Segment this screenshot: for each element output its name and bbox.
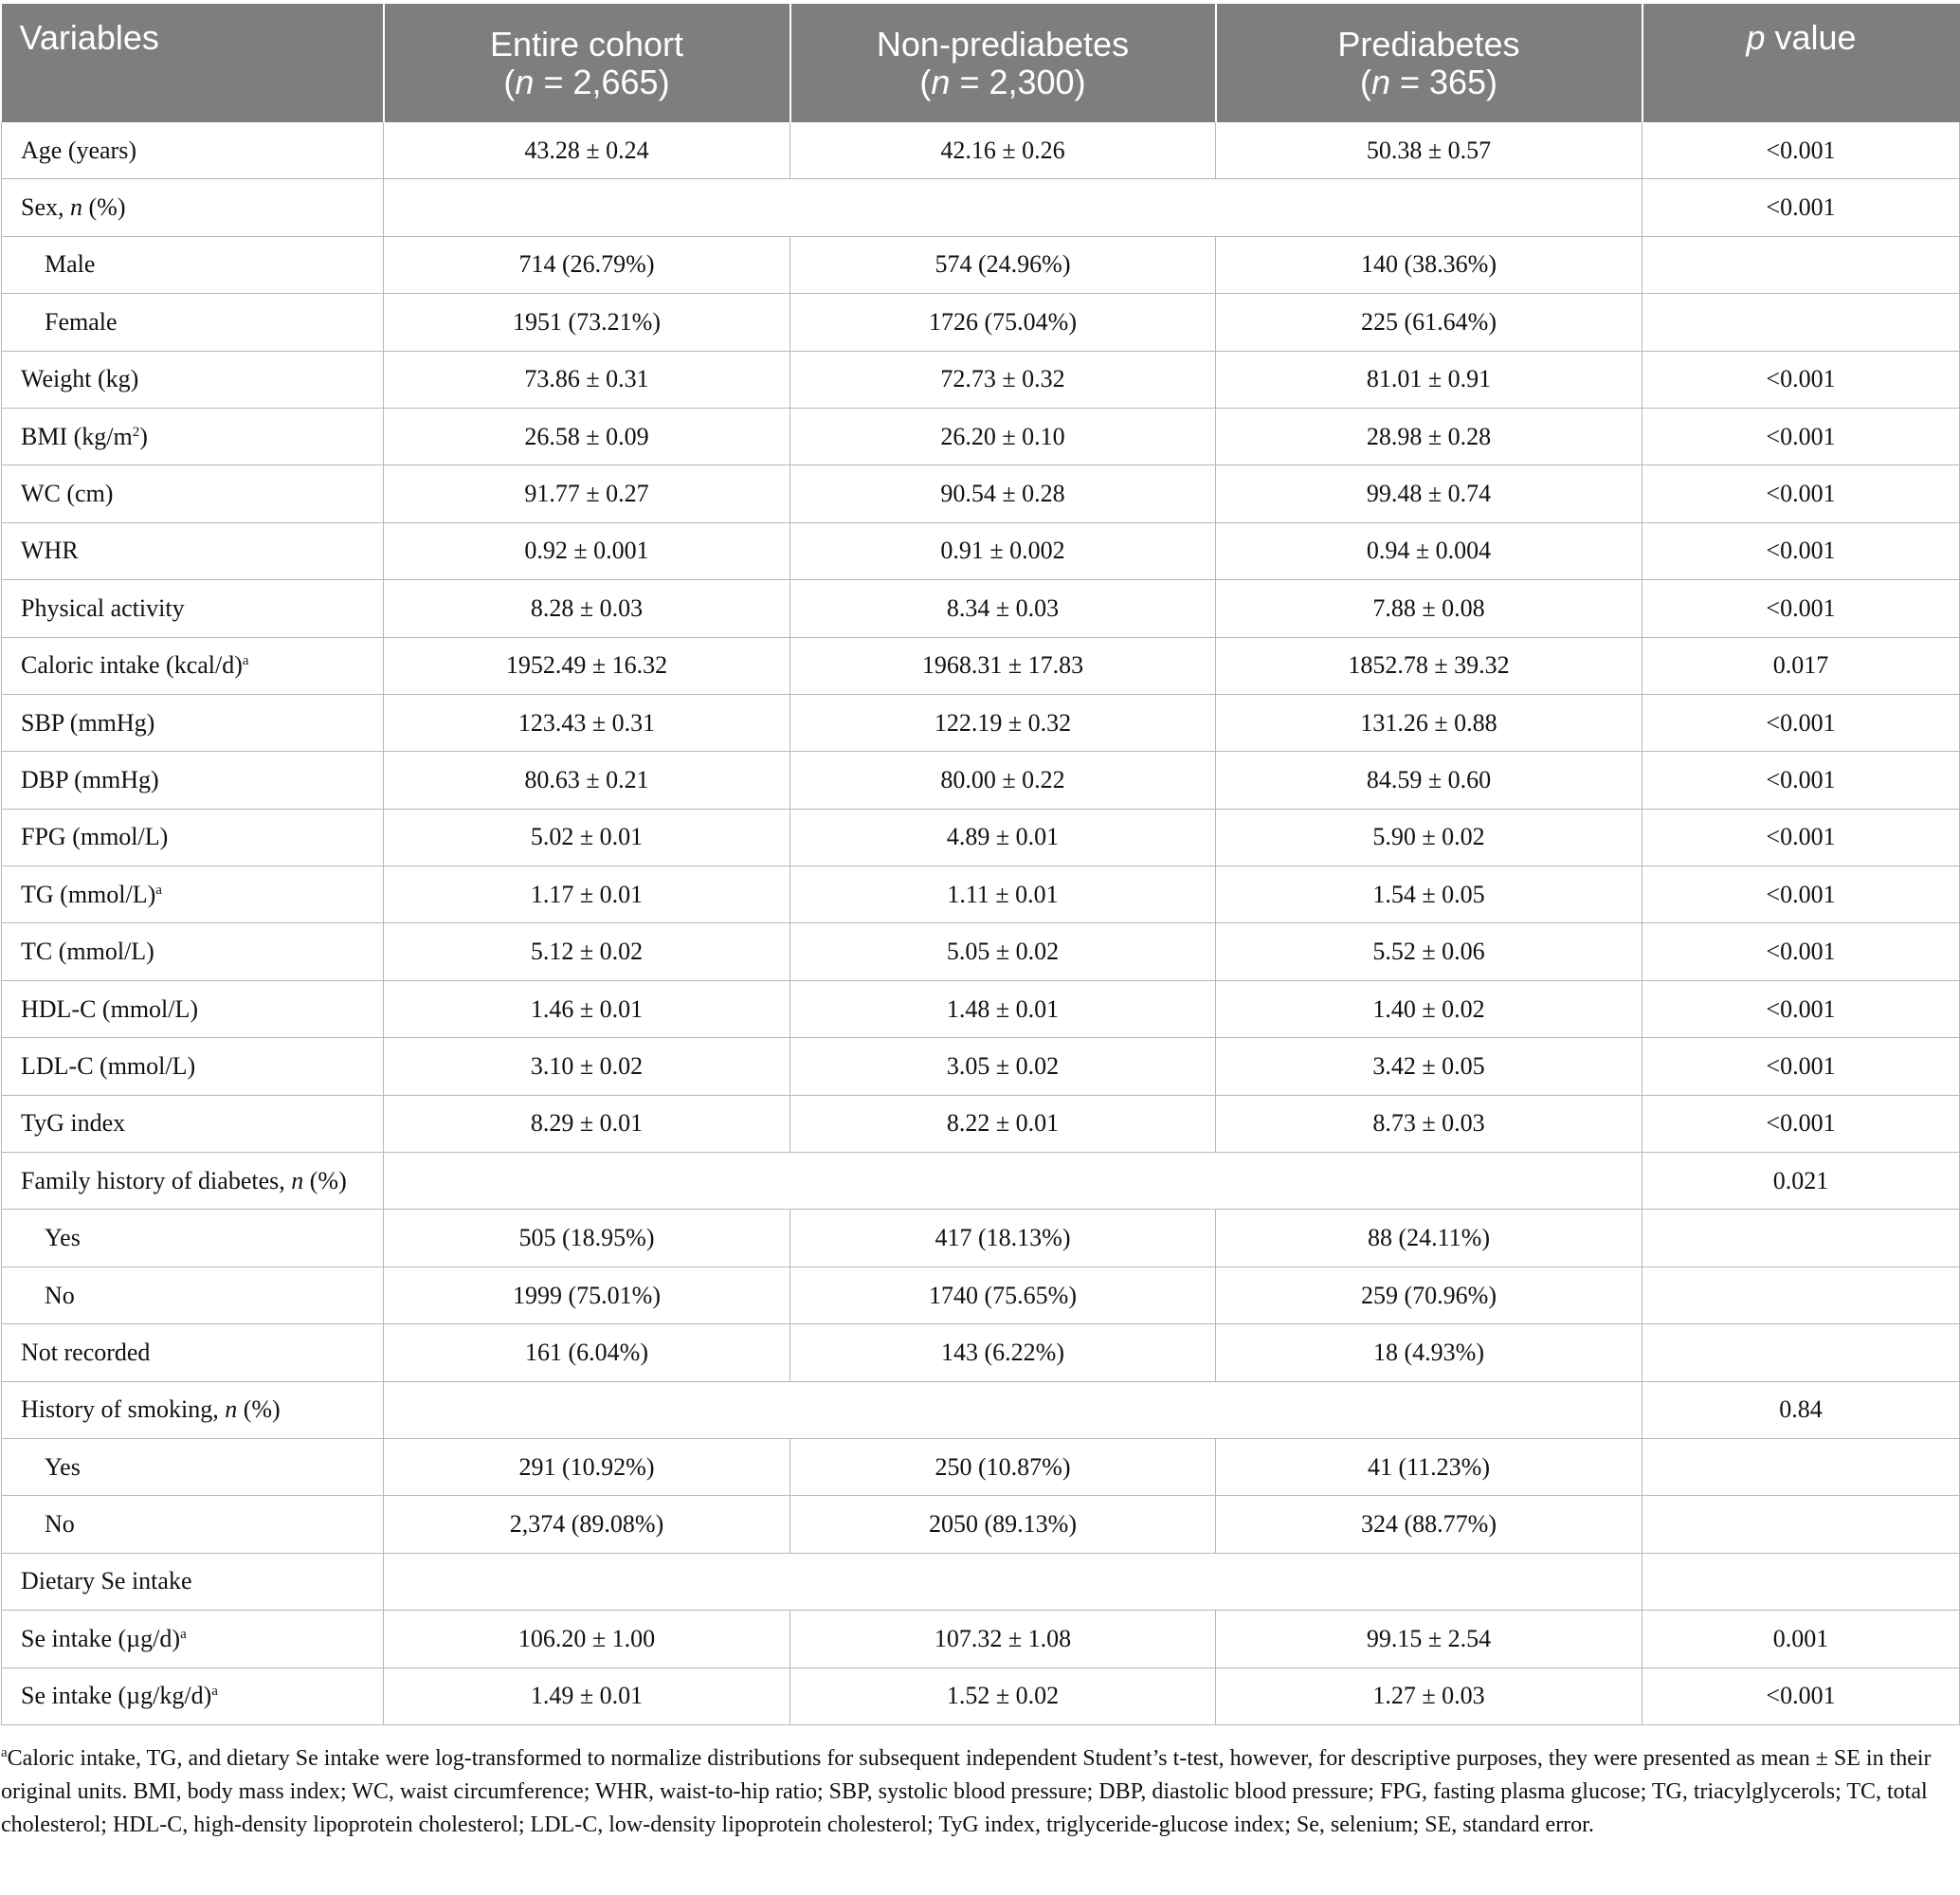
- row-label: [2, 980, 384, 1037]
- n-value: = 2,665): [534, 62, 670, 101]
- cell-entire-cohort: 1999 (75.01%): [384, 1266, 790, 1323]
- n-symbol: n: [931, 62, 951, 101]
- cell-p-value: [1642, 1324, 1960, 1381]
- row-label: [2, 1153, 384, 1210]
- cell-entire-cohort: 714 (26.79%): [384, 236, 790, 293]
- cell-prediabetes: 0.94 ± 0.004: [1216, 522, 1642, 579]
- table-row: [2, 408, 1960, 465]
- header-prediabetes: [1216, 4, 1642, 122]
- cell-prediabetes: 50.38 ± 0.57: [1216, 122, 1642, 179]
- table-row: [2, 1667, 1960, 1724]
- cell-prediabetes: 1852.78 ± 39.32: [1216, 637, 1642, 694]
- cell-prediabetes: 8.73 ± 0.03: [1216, 1095, 1642, 1152]
- table-row: [2, 1381, 1960, 1438]
- row-label-text: No: [45, 1281, 75, 1309]
- table-row: [2, 752, 1960, 809]
- cell-non-prediabetes: 4.89 ± 0.01: [790, 809, 1216, 866]
- row-label-text: Male: [45, 250, 96, 279]
- cell-p-value: <0.001: [1642, 1095, 1960, 1152]
- cell-entire-cohort: 291 (10.92%): [384, 1438, 790, 1495]
- cell-non-prediabetes: 80.00 ± 0.22: [790, 752, 1216, 809]
- table-row: [2, 1153, 1960, 1210]
- row-label-superscript: a: [211, 1684, 218, 1700]
- row-label-text: Dietary Se intake: [21, 1567, 192, 1595]
- cell-p-value: <0.001: [1642, 980, 1960, 1037]
- row-label: [2, 236, 384, 293]
- cell-prediabetes: 5.52 ± 0.06: [1216, 923, 1642, 980]
- table-row: [2, 1324, 1960, 1381]
- row-label: [2, 752, 384, 809]
- header-variables: [2, 4, 384, 122]
- cell-non-prediabetes: 8.34 ± 0.03: [790, 580, 1216, 637]
- row-label-text: DBP (mmHg): [21, 765, 159, 793]
- cell-entire-cohort: 43.28 ± 0.24: [384, 122, 790, 179]
- row-label-italic: n: [70, 193, 82, 222]
- row-label: [2, 637, 384, 694]
- row-label: [2, 179, 384, 236]
- header-row: [2, 4, 1960, 122]
- row-label-text: Female: [45, 307, 118, 336]
- cell-entire-cohort: 1951 (73.21%): [384, 294, 790, 351]
- cell-entire-cohort: 26.58 ± 0.09: [384, 408, 790, 465]
- row-label: [2, 1496, 384, 1553]
- cell-group-span: [384, 1153, 1642, 1210]
- cell-p-value: <0.001: [1642, 522, 1960, 579]
- header-prediabetes-n: (n = 365): [1359, 62, 1498, 101]
- row-label-text: Yes: [45, 1224, 81, 1252]
- footnote-text: Caloric intake, TG, and dietary Se intake were log-transformed to normalize distributions for subsequent independent Student’s t-test, however, for descriptive purposes, they were presented as mean ± SE in their original units. BMI, body mass index; WC, waist circumference; WHR, waist-to-hip ratio; SBP, systolic blood pressure; DBP, diastolic blood pressure; FPG, fasting plasma glucose; TG, triacylglycerols; TC, total cholesterol; HDL-C, high-density lipoprotein cholesterol; LDL-C, low-density lipoprotein cholesterol; TyG index, triglyceride-glucose index; Se, selenium; SE, standard error.: [1, 1746, 1932, 1837]
- row-label: [2, 522, 384, 579]
- cell-p-value: <0.001: [1642, 866, 1960, 923]
- row-label-superscript: a: [180, 1626, 187, 1642]
- row-label: [2, 122, 384, 179]
- cell-non-prediabetes: 107.32 ± 1.08: [790, 1611, 1216, 1667]
- cell-entire-cohort: 1.49 ± 0.01: [384, 1667, 790, 1724]
- row-label-text: FPG (mmol/L): [21, 823, 169, 851]
- row-label-text: TyG index: [21, 1109, 126, 1138]
- row-label-tail: ): [139, 422, 148, 450]
- cell-p-value: [1642, 294, 1960, 351]
- row-label-text: LDL-C (mmol/L): [21, 1051, 196, 1080]
- cell-p-value: 0.021: [1642, 1153, 1960, 1210]
- row-label: [2, 1553, 384, 1610]
- cell-entire-cohort: 161 (6.04%): [384, 1324, 790, 1381]
- cell-non-prediabetes: 122.19 ± 0.32: [790, 694, 1216, 751]
- table-row: [2, 1438, 1960, 1495]
- cell-entire-cohort: 5.02 ± 0.01: [384, 809, 790, 866]
- row-label-text: Weight (kg): [21, 365, 139, 393]
- row-label-superscript: 2: [132, 424, 140, 440]
- cell-prediabetes: 3.42 ± 0.05: [1216, 1038, 1642, 1095]
- n-value: = 365): [1389, 62, 1498, 101]
- table-row: [2, 580, 1960, 637]
- row-label-text: Yes: [45, 1452, 81, 1481]
- cell-prediabetes: 324 (88.77%): [1216, 1496, 1642, 1553]
- cell-prediabetes: 88 (24.11%): [1216, 1210, 1642, 1266]
- table-row: [2, 122, 1960, 179]
- row-label-text: Family history of diabetes,: [21, 1166, 292, 1194]
- row-label-text: HDL-C (mmol/L): [21, 994, 199, 1023]
- cell-non-prediabetes: 250 (10.87%): [790, 1438, 1216, 1495]
- cell-entire-cohort: 73.86 ± 0.31: [384, 351, 790, 408]
- cell-non-prediabetes: 2050 (89.13%): [790, 1496, 1216, 1553]
- cell-entire-cohort: 80.63 ± 0.21: [384, 752, 790, 809]
- n-value: = 2,300): [950, 62, 1086, 101]
- cell-non-prediabetes: 1.11 ± 0.01: [790, 866, 1216, 923]
- cell-non-prediabetes: 0.91 ± 0.002: [790, 522, 1216, 579]
- row-label: [2, 923, 384, 980]
- row-label: [2, 408, 384, 465]
- cell-group-span: [384, 1553, 1642, 1610]
- table-row: [2, 1611, 1960, 1667]
- baseline-characteristics-table: [1, 4, 1960, 1725]
- table-row: [2, 522, 1960, 579]
- table-row: [2, 236, 1960, 293]
- row-label: [2, 465, 384, 522]
- cell-p-value: 0.017: [1642, 637, 1960, 694]
- header-p-value: [1642, 4, 1960, 122]
- cell-p-value: <0.001: [1642, 752, 1960, 809]
- cell-prediabetes: 131.26 ± 0.88: [1216, 694, 1642, 751]
- cell-p-value: 0.84: [1642, 1381, 1960, 1438]
- row-label-tail: (%): [82, 193, 126, 222]
- cell-prediabetes: 259 (70.96%): [1216, 1266, 1642, 1323]
- cell-group-span: [384, 1381, 1642, 1438]
- cell-p-value: <0.001: [1642, 1667, 1960, 1724]
- row-label-text: SBP (mmHg): [21, 708, 155, 737]
- cell-entire-cohort: 1952.49 ± 16.32: [384, 637, 790, 694]
- row-label: [2, 294, 384, 351]
- row-label: [2, 866, 384, 923]
- cell-p-value: <0.001: [1642, 580, 1960, 637]
- row-label: [2, 1266, 384, 1323]
- cell-entire-cohort: 5.12 ± 0.02: [384, 923, 790, 980]
- cell-p-value: <0.001: [1642, 694, 1960, 751]
- row-label: [2, 580, 384, 637]
- row-label-tail: (%): [303, 1166, 347, 1194]
- cell-p-value: [1642, 1553, 1960, 1610]
- row-label-text: BMI (kg/m: [21, 422, 133, 450]
- table-row: [2, 1553, 1960, 1610]
- row-label: [2, 809, 384, 866]
- table-row: [2, 351, 1960, 408]
- row-label: [2, 1324, 384, 1381]
- cell-prediabetes: 1.40 ± 0.02: [1216, 980, 1642, 1037]
- cell-entire-cohort: 8.28 ± 0.03: [384, 580, 790, 637]
- cell-p-value: <0.001: [1642, 179, 1960, 236]
- cell-prediabetes: 1.54 ± 0.05: [1216, 866, 1642, 923]
- row-label-italic: n: [291, 1166, 304, 1194]
- row-label-text: TG (mmol/L): [21, 880, 156, 908]
- footnote-marker: a: [1, 1745, 8, 1760]
- cell-entire-cohort: 2,374 (89.08%): [384, 1496, 790, 1553]
- cell-non-prediabetes: 1968.31 ± 17.83: [790, 637, 1216, 694]
- cell-non-prediabetes: 417 (18.13%): [790, 1210, 1216, 1266]
- cell-prediabetes: 18 (4.93%): [1216, 1324, 1642, 1381]
- cell-p-value: 0.001: [1642, 1611, 1960, 1667]
- cell-entire-cohort: 8.29 ± 0.01: [384, 1095, 790, 1152]
- cell-non-prediabetes: 1726 (75.04%): [790, 294, 1216, 351]
- cell-p-value: [1642, 1210, 1960, 1266]
- table-row: [2, 694, 1960, 751]
- table-footnote: [1, 1742, 1944, 1842]
- row-label-superscript: a: [155, 882, 162, 898]
- table-body: [2, 122, 1960, 1724]
- row-label-superscript: a: [242, 653, 249, 669]
- table-row: [2, 1496, 1960, 1553]
- cell-prediabetes: 28.98 ± 0.28: [1216, 408, 1642, 465]
- row-label: [2, 1611, 384, 1667]
- p-symbol: p: [1746, 18, 1766, 57]
- p-value-label: value: [1765, 18, 1857, 57]
- header-variables-label: Variables: [19, 18, 159, 57]
- row-label: [2, 1038, 384, 1095]
- table-row: [2, 980, 1960, 1037]
- cell-non-prediabetes: 42.16 ± 0.26: [790, 122, 1216, 179]
- cell-non-prediabetes: 26.20 ± 0.10: [790, 408, 1216, 465]
- row-label-text: Not recorded: [21, 1338, 151, 1366]
- row-label-text: No: [45, 1510, 75, 1539]
- cell-entire-cohort: 505 (18.95%): [384, 1210, 790, 1266]
- row-label-text: Sex,: [21, 193, 70, 222]
- cell-entire-cohort: 106.20 ± 1.00: [384, 1611, 790, 1667]
- cell-prediabetes: 99.48 ± 0.74: [1216, 465, 1642, 522]
- cell-prediabetes: 99.15 ± 2.54: [1216, 1611, 1642, 1667]
- row-label-text: Se intake (µg/kg/d): [21, 1682, 212, 1710]
- n-symbol: n: [1370, 62, 1390, 101]
- header-entire-cohort: [384, 4, 790, 122]
- cell-non-prediabetes: 3.05 ± 0.02: [790, 1038, 1216, 1095]
- cell-p-value: [1642, 236, 1960, 293]
- table-row: [2, 1266, 1960, 1323]
- cell-entire-cohort: 1.46 ± 0.01: [384, 980, 790, 1037]
- cell-p-value: <0.001: [1642, 351, 1960, 408]
- row-label: [2, 1438, 384, 1495]
- table-row: [2, 637, 1960, 694]
- row-label-text: Caloric intake (kcal/d): [21, 651, 243, 680]
- cell-prediabetes: 1.27 ± 0.03: [1216, 1667, 1642, 1724]
- cell-non-prediabetes: 143 (6.22%): [790, 1324, 1216, 1381]
- cell-prediabetes: 7.88 ± 0.08: [1216, 580, 1642, 637]
- cell-prediabetes: 5.90 ± 0.02: [1216, 809, 1642, 866]
- header-prediabetes-label: Prediabetes: [1337, 24, 1520, 64]
- cell-prediabetes: 84.59 ± 0.60: [1216, 752, 1642, 809]
- row-label: [2, 1667, 384, 1724]
- table-row: [2, 1038, 1960, 1095]
- table-row: [2, 1095, 1960, 1152]
- row-label-text: Physical activity: [21, 593, 185, 622]
- cell-p-value: <0.001: [1642, 923, 1960, 980]
- row-label-text: TC (mmol/L): [21, 938, 154, 966]
- cell-non-prediabetes: 574 (24.96%): [790, 236, 1216, 293]
- cell-entire-cohort: 123.43 ± 0.31: [384, 694, 790, 751]
- cell-non-prediabetes: 90.54 ± 0.28: [790, 465, 1216, 522]
- cell-non-prediabetes: 1.48 ± 0.01: [790, 980, 1216, 1037]
- row-label: [2, 1381, 384, 1438]
- cell-non-prediabetes: 1740 (75.65%): [790, 1266, 1216, 1323]
- header-non-prediabetes-label: Non-prediabetes: [876, 24, 1130, 64]
- row-label-tail: (%): [237, 1395, 281, 1424]
- table-row: [2, 809, 1960, 866]
- row-label-text: Se intake (µg/d): [21, 1624, 181, 1652]
- cell-p-value: <0.001: [1642, 465, 1960, 522]
- table-row: [2, 465, 1960, 522]
- cell-prediabetes: 225 (61.64%): [1216, 294, 1642, 351]
- row-label: [2, 351, 384, 408]
- row-label-italic: n: [225, 1395, 238, 1424]
- cell-group-span: [384, 179, 1642, 236]
- table-row: [2, 179, 1960, 236]
- cell-p-value: <0.001: [1642, 408, 1960, 465]
- cell-p-value: [1642, 1438, 1960, 1495]
- table-row: [2, 294, 1960, 351]
- table-header: [2, 4, 1960, 122]
- row-label-text: WC (cm): [21, 480, 114, 508]
- cell-non-prediabetes: 8.22 ± 0.01: [790, 1095, 1216, 1152]
- cell-p-value: [1642, 1266, 1960, 1323]
- cell-prediabetes: 81.01 ± 0.91: [1216, 351, 1642, 408]
- table-row: [2, 866, 1960, 923]
- cell-non-prediabetes: 5.05 ± 0.02: [790, 923, 1216, 980]
- row-label: [2, 1095, 384, 1152]
- header-entire-cohort-label: Entire cohort: [489, 24, 684, 64]
- cell-non-prediabetes: 1.52 ± 0.02: [790, 1667, 1216, 1724]
- row-label-text: History of smoking,: [21, 1395, 226, 1424]
- cell-p-value: <0.001: [1642, 1038, 1960, 1095]
- row-label: [2, 694, 384, 751]
- cell-non-prediabetes: 72.73 ± 0.32: [790, 351, 1216, 408]
- header-entire-cohort-n: (n = 2,665): [503, 62, 670, 101]
- table-row: [2, 923, 1960, 980]
- row-label-text: WHR: [21, 537, 79, 565]
- row-label-text: Age (years): [21, 136, 136, 164]
- header-non-prediabetes-n: (n = 2,300): [919, 62, 1086, 101]
- row-label: [2, 1210, 384, 1266]
- cell-entire-cohort: 91.77 ± 0.27: [384, 465, 790, 522]
- cell-p-value: <0.001: [1642, 809, 1960, 866]
- header-non-prediabetes: [790, 4, 1216, 122]
- cell-p-value: <0.001: [1642, 122, 1960, 179]
- cell-entire-cohort: 3.10 ± 0.02: [384, 1038, 790, 1095]
- cell-entire-cohort: 1.17 ± 0.01: [384, 866, 790, 923]
- n-symbol: n: [515, 62, 535, 101]
- cell-prediabetes: 140 (38.36%): [1216, 236, 1642, 293]
- table-row: [2, 1210, 1960, 1266]
- cell-entire-cohort: 0.92 ± 0.001: [384, 522, 790, 579]
- cell-prediabetes: 41 (11.23%): [1216, 1438, 1642, 1495]
- cell-p-value: [1642, 1496, 1960, 1553]
